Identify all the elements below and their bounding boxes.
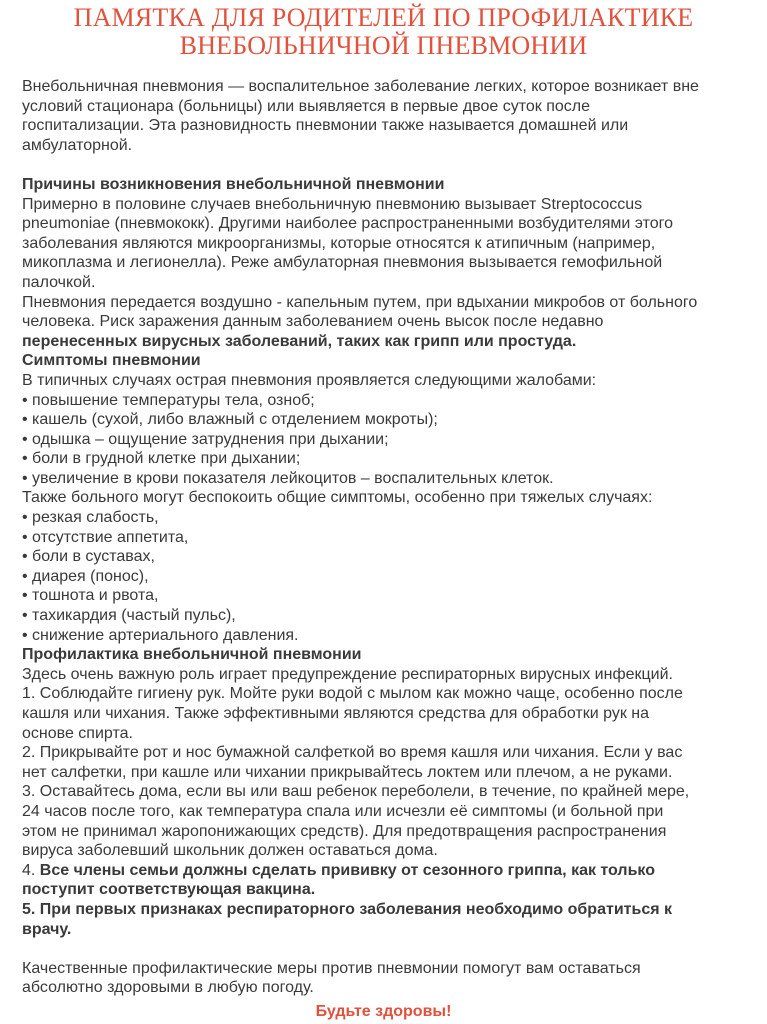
- prevention-line: 3. Оставайтесь дома, если вы или ваш ребенок переболели, в течение, по крайней мере,: [22, 783, 690, 801]
- prevention-line: 24 часов после того, как температура спала или исчезли её симптомы (и больной при: [22, 802, 664, 820]
- footer-wish: Будьте здоровы!: [315, 1003, 452, 1020]
- causes-line: Примерно в половине случаев внебольничную пневмонию вызывает Streptococcus: [22, 195, 643, 213]
- list-item: • тошнота и рвота,: [22, 587, 159, 605]
- item-4-number: 4.: [22, 861, 40, 879]
- list-item: • одышка – ощущение затруднения при дыхании;: [22, 430, 389, 448]
- causes-line: Пневмония передается воздушно - капельным путем, при вдыхании микробов от больного: [22, 293, 698, 311]
- prevention-line: вируса заболевший школьник должен оставаться дома.: [22, 842, 438, 860]
- title-line-2: ВНЕБОЛЬНИЧНОЙ ПНЕВМОНИИ: [179, 31, 588, 60]
- prevention-item-4: [22, 861, 757, 881]
- symptoms-lead: В типичных случаях острая пневмония проявляется следующими жалобами:: [22, 371, 597, 389]
- list-item: • кашель (сухой, либо влажный с отделением мокроты);: [22, 411, 438, 429]
- prevention-line: кашля или чихания. Также эффективными являются средства для обработки рук на: [22, 705, 649, 722]
- intro-line: госпитализации. Эта разновидность пневмонии также называется домашней или: [22, 117, 629, 135]
- symptoms-section: [22, 351, 757, 645]
- causes-section: [22, 175, 757, 351]
- symptoms-heading: Симптомы пневмонии: [22, 352, 201, 370]
- list-item: • диарея (понос),: [22, 567, 149, 585]
- spacer: [22, 155, 757, 175]
- causes-line: палочкой.: [22, 273, 96, 291]
- causes-line: заболевания являются микроорганизмы, которые относятся к атипичным (например,: [22, 234, 656, 252]
- prevention-heading: Профилактика внебольничной пневмонии: [22, 646, 362, 664]
- closing-line: Качественные профилактические меры против пневмонии помогут вам оставаться: [22, 959, 641, 977]
- closing-line: абсолютно здоровыми в любую погоду.: [22, 979, 314, 997]
- general-symptoms-lead: Также больного могут беспокоить общие симптомы, особенно при тяжелых случаях:: [22, 489, 653, 507]
- prevention-item-5: 5. При первых признаках респираторного заболевания необходимо обратиться к: [22, 900, 673, 918]
- prevention-line: 2. Прикрывайте рот и нос бумажной салфеткой во время кашля или чихания. Если у вас: [22, 744, 683, 762]
- title-line-1: ПАМЯТКА ДЛЯ РОДИТЕЛЕЙ ПО ПРОФИЛАКТИКЕ: [73, 3, 694, 32]
- causes-line: человека. Риск заражения данным заболеванием очень высок после недавно: [22, 313, 604, 331]
- closing-paragraph: [22, 959, 757, 998]
- prevention-line: основе спирта.: [22, 724, 133, 742]
- list-item: • боли в суставах,: [22, 548, 155, 566]
- prevention-line: этом не принимал жаропонижающих средств). Для предотвращения распространения: [22, 822, 667, 840]
- causes-bold-line: перенесенных вирусных заболеваний, таких как грипп или простуда.: [22, 332, 577, 350]
- prevention-line: 1. Соблюдайте гигиену рук. Мойте руки водой с мылом как можно чаще, особенно после: [22, 685, 683, 703]
- intro-line: условий стационара (больницы) или выявляется в первые двое суток после: [22, 97, 591, 115]
- intro-line: амбулаторной.: [22, 136, 133, 154]
- list-item: • повышение температуры тела, озноб;: [22, 391, 315, 409]
- intro-line: Внебольничная пневмония — воспалительное заболевание легких, которое возникает вне: [22, 78, 699, 95]
- document-body: [22, 77, 757, 998]
- prevention-item-5-cont: врачу.: [22, 920, 72, 938]
- causes-line: pneumoniae (пневмококк). Другими наиболее распространенными возбудителями этого: [22, 215, 673, 233]
- list-item: • тахикардия (частый пульс),: [22, 607, 236, 625]
- page-title: [0, 4, 767, 60]
- prevention-line: нет салфетки, при кашле или чихании прикрывайтесь локтем или плечом, а не руками.: [22, 763, 673, 781]
- list-item: • снижение артериального давления.: [22, 626, 299, 644]
- prevention-section: [22, 645, 757, 939]
- list-item: • боли в грудной клетке при дыхании;: [22, 450, 301, 468]
- causes-line: микоплазма и легионелла). Реже амбулаторная пневмония вызывается гемофильной: [22, 254, 663, 272]
- list-item: • резкая слабость,: [22, 509, 159, 527]
- prevention-lead: Здесь очень важную роль играет предупреждение респираторных вирусных инфекций.: [22, 665, 673, 683]
- list-item: • увеличение в крови показателя лейкоцитов – воспалительных клеток.: [22, 469, 554, 487]
- intro-paragraph: [22, 77, 757, 155]
- spacer: [22, 939, 757, 959]
- item-4-text: Все члены семьи должны сделать прививку от сезонного гриппа, как только: [39, 861, 655, 879]
- prevention-item-4-cont: поступит соответствующая вакцина.: [22, 881, 316, 899]
- causes-heading: Причины возникновения внебольничной пневмонии: [22, 175, 445, 193]
- list-item: • отсутствие аппетита,: [22, 528, 189, 546]
